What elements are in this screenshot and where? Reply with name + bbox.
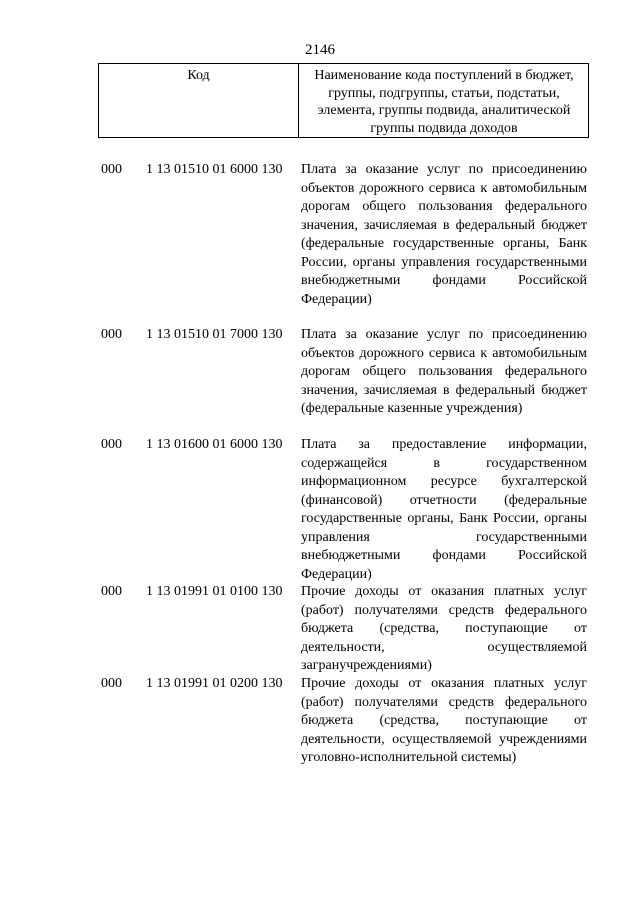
header-code-label: Код [187,68,210,83]
admin-code: 000 [101,162,122,177]
income-code: 1 13 01991 01 0100 130 [146,584,283,599]
income-description: Плата за оказание услуг по присоединению объектов дорожного сервиса к автомобильным дорогам общего пользования федерального значения, зачисляемая в федеральный бюджет (федеральные казенные учреждения) [301,327,587,416]
income-code: 1 13 01600 01 6000 130 [146,437,283,452]
admin-code: 000 [101,584,122,599]
income-code: 1 13 01991 01 0200 130 [146,676,283,691]
income-description: Плата за предоставление информации, содержащейся в государственном информационном ресурсе бухгалтерской (финансовой) отчетности (федеральные государственные органы, Банк России, органы управления государственными внебюджетными фондами Российской Федерации) [301,437,587,582]
income-description: Плата за оказание услуг по присоединению объектов дорожного сервиса к автомобильным дорогам общего пользования федерального значения, зачисляемая в федеральный бюджет (федеральные государственные органы, Банк России, органы управления государственными внебюджетными фондами Российской Федерации) [301,162,587,307]
admin-code: 000 [101,676,122,691]
header-name-label: Наименование кода поступлений в бюджет, группы, подгруппы, статьи, подстатьи, элемента, группы подвида, аналитической группы подвида доходов [314,68,574,136]
income-description: Прочие доходы от оказания платных услуг (работ) получателями средств федерального бюджета (средства, поступающие от деятельности, осуществляемой учреждениями уголовно-исполнительной системы) [301,676,587,765]
admin-code: 000 [101,327,122,342]
income-code: 1 13 01510 01 7000 130 [146,327,283,342]
admin-code: 000 [101,437,122,452]
income-description: Прочие доходы от оказания платных услуг (работ) получателями средств федерального бюджета (средства, поступающие от деятельности, осуществляемой загранучреждениями) [301,584,587,673]
table-header [98,63,589,138]
income-code: 1 13 01510 01 6000 130 [146,162,283,177]
page-number: 2146 [305,42,335,58]
